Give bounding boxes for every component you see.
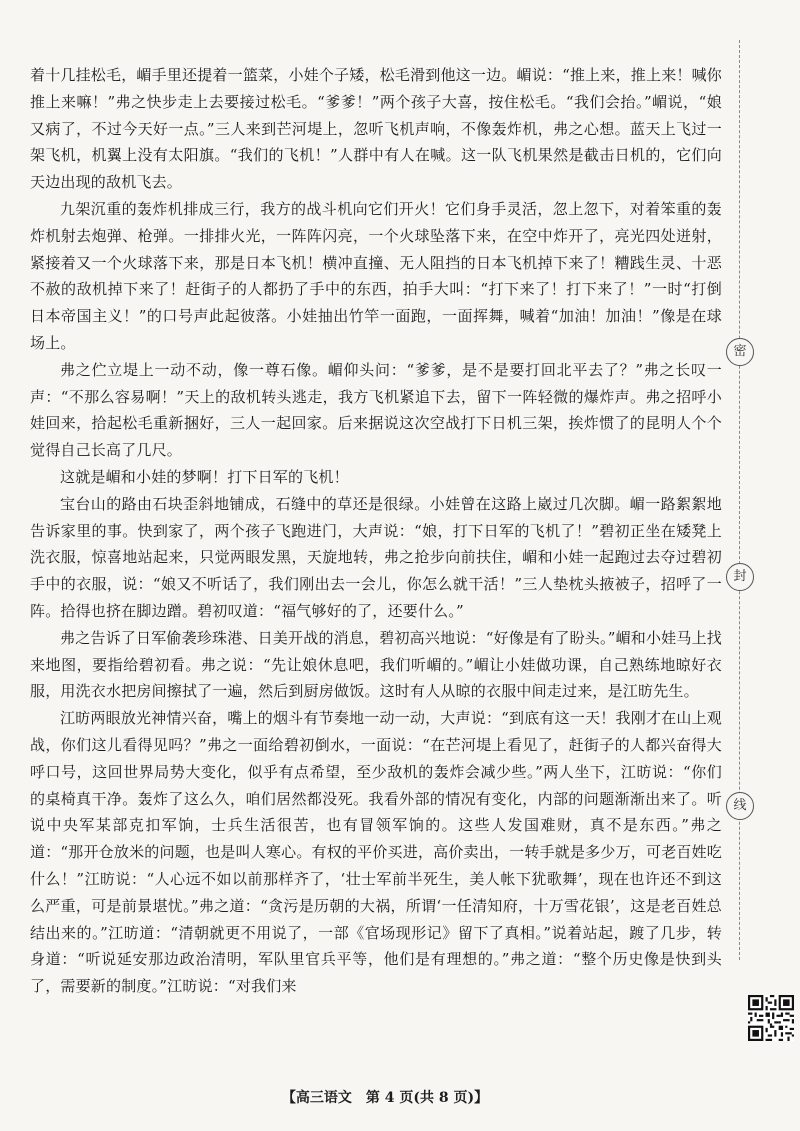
qr-code-icon: [748, 995, 794, 1041]
paragraph-7: 江昉两眼放光神情兴奋，嘴上的烟斗有节奏地一动一动，大声说：“到底有这一天！我刚才在山上观战，你们这儿看得见吗？”弗之一面给碧初倒水，一面说：“在芒河堤上看见了，赶街子的人都兴奋得大呼口号，这回世界局势大变化，似乎有点希望，至少敌机的轰炸会减少些。”两人坐下，江昉说：“你们的桌椅真干净。轰炸了这么久，咱们居然都没死。我看外部的情况有变化，内部的问题渐渐出来了。听说中央军某部克扣军饷，士兵生活很苦，也有冒领军饷的。这些人发国难财，真不是东西。”弗之道：“那开仓放米的问题，也是叫人寒心。有权的平价买进，高价卖出，一转手就是多少万，可老百姓吃什么！”江昉说：“人心远不如以前那样齐了，‘壮士军前半死生，美人帐下犹歌舞’，现在也许还不到这么严重，可是前景堪忧。”弗之道：“贪污是历朝的大祸，所谓‘一任清知府，十万雪花银’，这是老百姓总结出来的。”江昉道：“清朝就更不用说了，一部《官场现形记》留下了真相。”说着站起，踱了几步，转身道：“听说延安那边政治清明，军队里官兵平等，他们是有理想的。”弗之道：“整个历史像是快到头了，需要新的制度。”江昉说：“对我们来: [30, 709, 722, 996]
binding-dashed-line: [739, 40, 740, 960]
paragraph-4: 这就是嵋和小娃的梦啊！打下日军的飞机！: [60, 467, 349, 486]
binding-mark-xian: 线: [726, 792, 754, 820]
document-body: [30, 62, 722, 1000]
paragraph-3: 弗之伫立堤上一动不动，像一尊石像。嵋仰头问：“爹爹，是不是要打回北平去了？”弗之长叹一声：“不那么容易啊！”天上的敌机转头逃走，我方飞机紧追下去，留下一阵轻微的爆炸声。弗之招呼小娃回来，拾起松毛重新捆好，三人一起回家。后来据说这次空战打下日机三架，挨炸惯了的昆明人个个觉得自己长高了几尺。: [30, 360, 722, 460]
paragraph-5: 宝台山的路由石块歪斜地铺成，石缝中的草还是很绿。小娃曾在这路上崴过几次脚。嵋一路絮絮地告诉家里的事。快到家了，两个孩子飞跑进门，大声说：“娘，打下日军的飞机了！”碧初正坐在矮凳上洗衣服，惊喜地站起来，只觉两眼发黑，天旋地转，弗之抢步向前扶住，嵋和小娃一起跑过去夺过碧初手中的衣服，说：“娘又不听话了，我们刚出去一会儿，你怎么就干活！”三人垫枕头掖被子，招呼了一阵。拾得也挤在脚边蹭。碧初叹道：“福气够好的了，还要什么。”: [30, 494, 722, 620]
page-footer: 【高三语文 第 4 页(共 8 页)】: [281, 1090, 489, 1106]
binding-mark-mi: 密: [726, 338, 754, 366]
binding-mark-feng: 封: [726, 563, 754, 591]
paragraph-1: 着十几挂松毛，嵋手里还提着一篮菜，小娃个子矮，松毛滑到他这一边。嵋说：“推上来，推上来！喊你推上来嘛！”弗之快步走上去要接过松毛。“爹爹！”两个孩子大喜，按住松毛。“我们会抬。”嵋说，“娘又病了，不过今天好一点。”三人来到芒河堤上，忽听飞机声响，不像轰炸机，弗之心想。蓝天上飞过一架飞机，机翼上没有太阳旗。“我们的飞机！”人群中有人在喊。这一队飞机果然是截击日机的，它们向天边出现的敌机飞去。: [30, 66, 722, 192]
paragraph-6: 弗之告诉了日军偷袭珍珠港、日美开战的消息，碧初高兴地说：“好像是有了盼头。”嵋和小娃马上找来地图，要指给碧初看。弗之说：“先让娘休息吧，我们听嵋的。”嵋让小娃做功课，自己熟练地晾好衣服，用洗衣水把房间擦拭了一遍，然后到厨房做饭。这时有人从晾的衣服中间走过来，是江昉先生。: [30, 628, 722, 701]
paragraph-2: 九架沉重的轰炸机排成三行，我方的战斗机向它们开火！它们身手灵活，忽上忽下，对着笨重的轰炸机射去炮弹、枪弹。一排排火光，一阵阵闪亮，一个火球坠落下来，在空中炸开了，亮光四处迸射，紧接着又一个火球落下来，那是日本飞机！横冲直撞、无人阻挡的日本飞机掉下来了！糟践生灵、十恶不赦的敌机掉下来了！赶街子的人都扔了手中的东西，拍手大叫：“打下来了！打下来了！”一时“打倒日本帝国主义！”的口号声此起彼落。小娃抽出竹竿一面跑，一面挥舞，喊着“加油！加油！”像是在球场上。: [30, 199, 722, 352]
